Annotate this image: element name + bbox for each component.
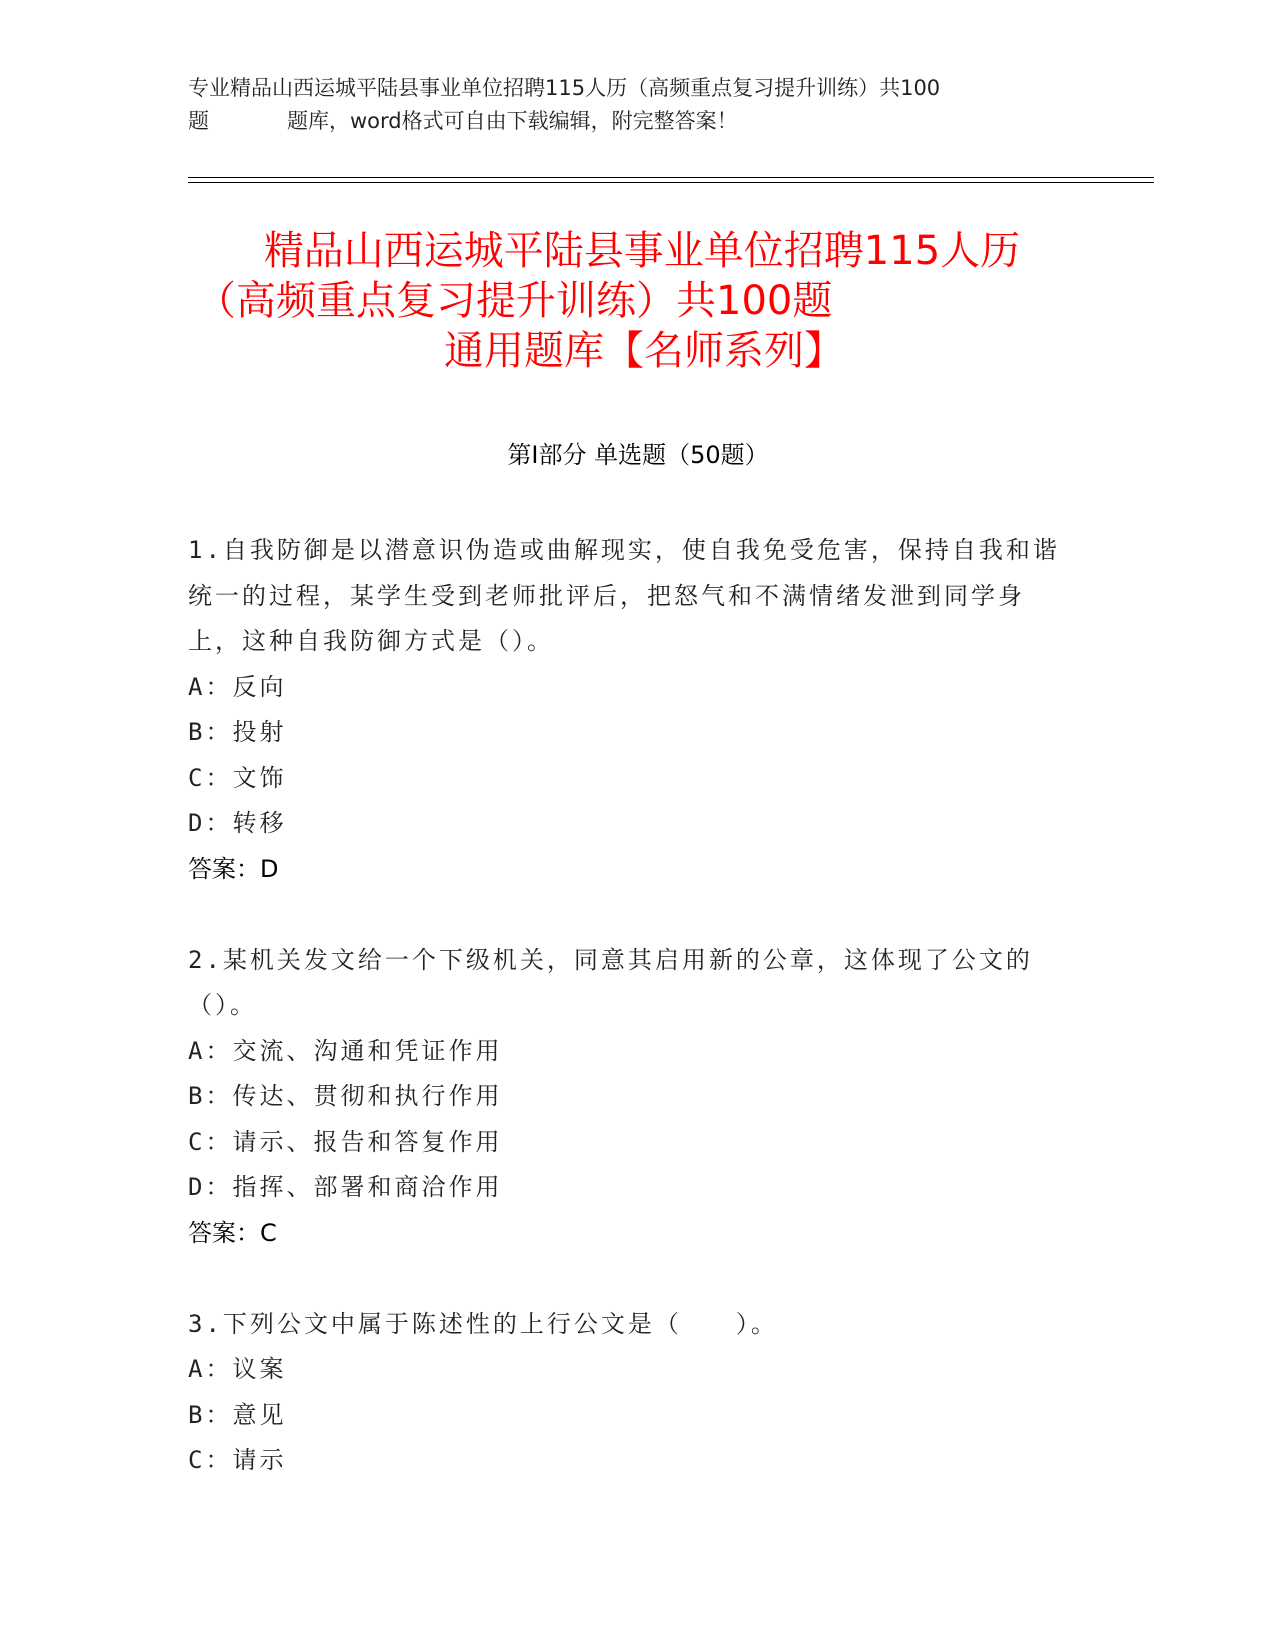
question-option: A：反向 [188, 672, 287, 701]
title-line2: （高频重点复习提升训练）共100题 [196, 278, 833, 324]
question-option: C：请示 [188, 1446, 287, 1474]
header-note-line2-b: 题库，word格式可自由下载编辑，附完整答案！ [287, 109, 738, 133]
question-option: A：交流、沟通和凭证作用 [188, 1036, 503, 1065]
question-item [188, 528, 1068, 892]
question-stem: 1.自我防御是以潜意识伪造或曲解现实，使自我免受危害，保持自我和谐统一的过程，某学生受到老师批评后，把怒气和不满情绪发泄到同学身上，这种自我防御方式是（）。 [188, 536, 1060, 655]
header-rule-top [188, 177, 1154, 178]
question-stem: 2.某机关发文给一个下级机关，同意其启用新的公章，这体现了公文的（）。 [188, 945, 1033, 1019]
header-note-line2 [188, 105, 1088, 138]
document-title [188, 226, 1088, 376]
question-option: C：请示、报告和答复作用 [188, 1127, 503, 1156]
title-line1: 精品山西运城平陆县事业单位招聘115人历 [263, 228, 1021, 274]
question-option: C：文饰 [188, 763, 287, 792]
question-option: B：意见 [188, 1400, 287, 1429]
question-option: D：指挥、部署和商洽作用 [188, 1173, 503, 1201]
header-note-gap [209, 105, 287, 138]
question-answer: 答案：C [188, 1218, 277, 1247]
question-option: A：议案 [188, 1355, 287, 1383]
header-note-line2-a: 题 [188, 109, 209, 133]
header-note-line1: 专业精品山西运城平陆县事业单位招聘115人历（高频重点复习提升训练）共100 [188, 76, 941, 100]
question-answer: 答案：D [188, 854, 279, 883]
header-rule-bottom [188, 182, 1154, 183]
question-option: D：转移 [188, 809, 287, 837]
header-note [188, 72, 1088, 138]
question-list [188, 528, 1068, 1529]
question-option: B：投射 [188, 718, 287, 746]
title-line3: 通用题库【名师系列】 [444, 328, 844, 374]
question-item [188, 938, 1068, 1257]
section-title: 第Ⅰ部分 单选题（50题） [507, 441, 769, 469]
question-stem: 3.下列公文中属于陈述性的上行公文是（ ）。 [188, 1309, 778, 1338]
question-item [188, 1302, 1068, 1484]
question-option: B：传达、贯彻和执行作用 [188, 1082, 503, 1110]
